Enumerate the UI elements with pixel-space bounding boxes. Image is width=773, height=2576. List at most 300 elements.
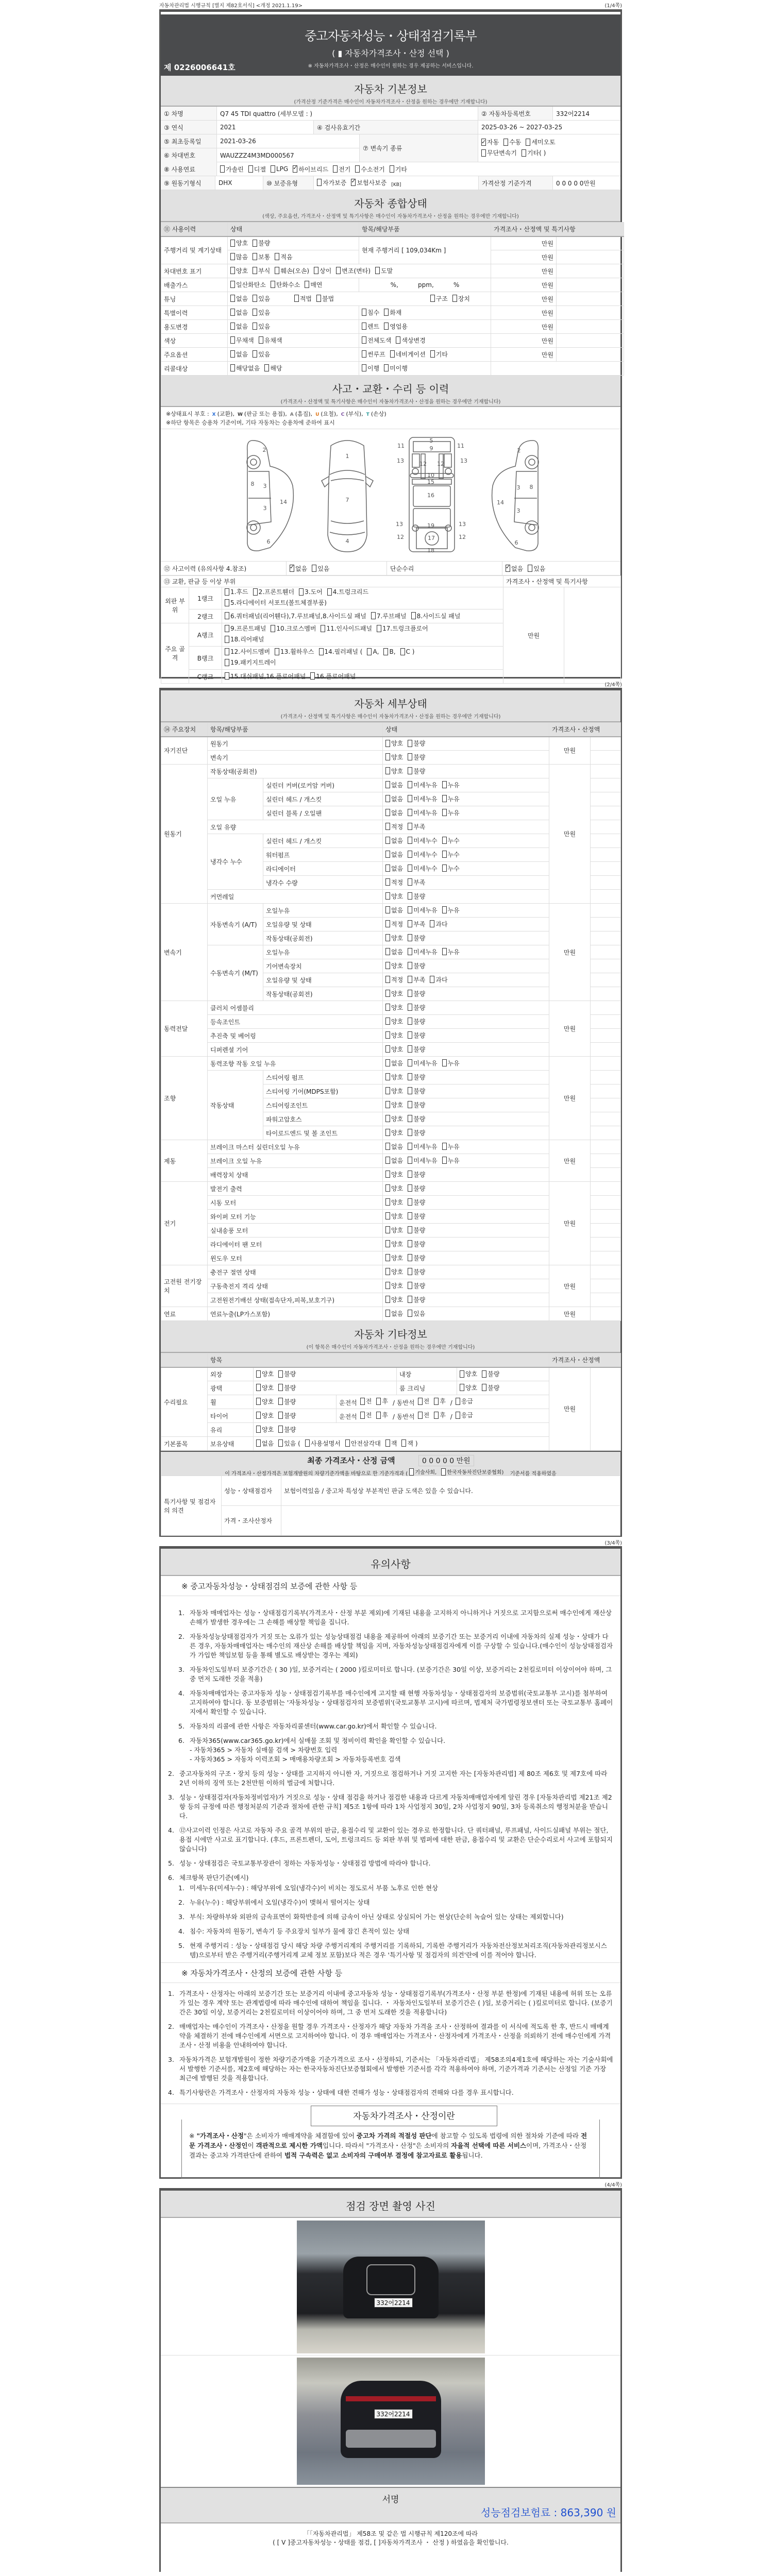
checkbox-icon[interactable]	[253, 267, 257, 274]
checkbox-option[interactable]	[278, 1425, 296, 1434]
checkbox-option[interactable]	[385, 1170, 403, 1179]
price-note[interactable]	[591, 862, 621, 876]
checkbox-option[interactable]	[385, 836, 403, 845]
checkbox-icon[interactable]	[225, 599, 229, 606]
checkbox-option[interactable]	[385, 906, 403, 914]
checkbox-icon[interactable]	[230, 253, 235, 260]
checkbox-icon[interactable]	[430, 295, 435, 302]
checkbox-icon[interactable]	[408, 1129, 412, 1136]
price-note[interactable]	[591, 1210, 621, 1224]
checkbox-option[interactable]	[409, 1468, 436, 1476]
price-note[interactable]	[591, 904, 621, 918]
checkbox-icon[interactable]	[317, 179, 322, 186]
checkbox-icon[interactable]	[385, 1059, 390, 1066]
checkbox-option[interactable]	[271, 280, 300, 289]
checkbox-icon[interactable]	[367, 648, 372, 655]
checkbox-icon[interactable]	[384, 323, 389, 330]
checkbox-option[interactable]	[362, 364, 379, 372]
price-note[interactable]	[591, 1001, 621, 1015]
checkbox-option[interactable]	[408, 850, 437, 859]
checkbox-option[interactable]	[385, 864, 403, 873]
checkbox-icon[interactable]	[319, 648, 324, 655]
checkbox-option[interactable]	[230, 322, 248, 331]
checkbox-icon[interactable]	[408, 892, 412, 900]
checkbox-icon[interactable]	[409, 1468, 414, 1476]
checkbox-option[interactable]	[408, 1267, 425, 1276]
price-note[interactable]	[557, 320, 624, 334]
checkbox-icon[interactable]	[408, 1059, 412, 1066]
checkbox-option[interactable]	[418, 1411, 430, 1419]
checkbox-icon[interactable]	[408, 1282, 412, 1289]
checked-box-icon[interactable]	[481, 139, 486, 146]
checkbox-icon[interactable]	[442, 865, 447, 872]
checkbox-icon[interactable]	[230, 364, 235, 371]
checkbox-icon[interactable]	[385, 1129, 390, 1136]
checkbox-option[interactable]	[385, 808, 403, 817]
checkbox-option[interactable]	[385, 822, 403, 831]
checkbox-option[interactable]	[408, 920, 425, 928]
checkbox-icon[interactable]	[385, 1031, 390, 1039]
checkbox-option[interactable]	[434, 1411, 446, 1419]
price-note[interactable]	[557, 250, 624, 264]
checkbox-icon[interactable]	[408, 1226, 412, 1233]
checkbox-icon[interactable]	[385, 1439, 390, 1447]
checkbox-icon[interactable]	[253, 350, 257, 358]
price-note[interactable]	[564, 587, 621, 684]
checkbox-option[interactable]	[367, 647, 379, 656]
price-note[interactable]	[591, 987, 621, 1001]
checkbox-option[interactable]	[230, 350, 248, 359]
checkbox-icon[interactable]	[256, 1384, 261, 1391]
checkbox-option[interactable]	[385, 1295, 403, 1304]
checkbox-option[interactable]	[396, 336, 425, 345]
checkbox-option[interactable]	[253, 308, 270, 317]
checkbox-option[interactable]	[256, 1425, 274, 1434]
checkbox-icon[interactable]	[355, 165, 360, 173]
checkbox-option[interactable]	[225, 624, 266, 633]
checkbox-option[interactable]	[256, 1369, 274, 1378]
checkbox-icon[interactable]	[408, 976, 412, 983]
price-note[interactable]	[591, 918, 621, 931]
checkbox-icon[interactable]	[385, 1240, 390, 1247]
checkbox-icon[interactable]	[503, 139, 508, 146]
checkbox-option[interactable]	[256, 1397, 274, 1406]
checkbox-option[interactable]	[408, 1128, 425, 1137]
price-note[interactable]	[591, 1071, 621, 1084]
checkbox-option[interactable]	[385, 934, 403, 942]
checkbox-icon[interactable]	[408, 948, 412, 955]
price-note[interactable]	[591, 1265, 621, 1279]
checkbox-icon[interactable]	[253, 323, 257, 330]
checkbox-icon[interactable]	[430, 350, 435, 358]
checkbox-option[interactable]	[333, 165, 350, 174]
price-note[interactable]	[591, 1196, 621, 1210]
checkbox-icon[interactable]	[481, 149, 486, 157]
price-note[interactable]	[591, 1126, 621, 1140]
checkbox-icon[interactable]	[385, 1101, 390, 1108]
checkbox-icon[interactable]	[385, 1212, 390, 1219]
checkbox-option[interactable]	[377, 624, 428, 633]
checkbox-icon[interactable]	[408, 1115, 412, 1122]
checked-box-icon[interactable]	[293, 165, 297, 173]
price-note[interactable]	[591, 931, 621, 945]
checkbox-option[interactable]	[327, 587, 368, 597]
checkbox-option[interactable]	[355, 165, 384, 174]
checkbox-icon[interactable]	[375, 267, 380, 274]
checkbox-option[interactable]	[312, 564, 329, 573]
checkbox-option[interactable]	[299, 587, 323, 597]
checkbox-option[interactable]	[316, 294, 334, 303]
checkbox-option[interactable]	[408, 1184, 425, 1193]
checkbox-option[interactable]	[528, 564, 545, 573]
checkbox-option[interactable]	[385, 961, 403, 970]
price-note[interactable]	[591, 765, 621, 778]
price-note[interactable]	[591, 820, 621, 834]
price-note[interactable]	[557, 306, 624, 320]
checkbox-option[interactable]	[385, 892, 403, 901]
price-note[interactable]	[591, 848, 621, 862]
checkbox-icon[interactable]	[408, 865, 412, 872]
checkbox-icon[interactable]	[225, 672, 229, 680]
checkbox-option[interactable]	[278, 1397, 296, 1406]
checkbox-icon[interactable]	[442, 1157, 447, 1164]
price-note[interactable]	[591, 1251, 621, 1265]
checkbox-option[interactable]	[408, 781, 437, 789]
checkbox-icon[interactable]	[362, 364, 366, 371]
checkbox-icon[interactable]	[418, 1398, 423, 1405]
checkbox-icon[interactable]	[278, 1370, 283, 1378]
checkbox-icon[interactable]	[456, 1398, 460, 1405]
checkbox-icon[interactable]	[385, 781, 390, 788]
checkbox-icon[interactable]	[434, 1398, 439, 1405]
checkbox-icon[interactable]	[383, 648, 388, 655]
checkbox-icon[interactable]	[482, 1384, 486, 1391]
checkbox-icon[interactable]	[362, 350, 366, 358]
checkbox-option[interactable]	[385, 1267, 403, 1276]
checkbox-option[interactable]	[385, 1003, 403, 1012]
checkbox-icon[interactable]	[321, 625, 325, 632]
checkbox-icon[interactable]	[362, 309, 366, 316]
checkbox-icon[interactable]	[385, 1310, 390, 1317]
checkbox-option[interactable]	[385, 947, 403, 956]
checked-box-icon[interactable]	[351, 179, 356, 186]
checkbox-icon[interactable]	[385, 1004, 390, 1011]
checkbox-option[interactable]	[317, 178, 346, 187]
checkbox-option[interactable]	[408, 1059, 437, 1067]
price-note[interactable]	[591, 945, 621, 959]
checkbox-icon[interactable]	[526, 139, 530, 146]
checkbox-icon[interactable]	[408, 1212, 412, 1219]
checkbox-icon[interactable]	[271, 281, 275, 288]
checkbox-icon[interactable]	[225, 659, 229, 666]
checkbox-icon[interactable]	[385, 809, 390, 816]
checkbox-option[interactable]	[408, 975, 425, 984]
checkbox-option[interactable]	[408, 892, 425, 901]
checkbox-option[interactable]	[385, 1281, 403, 1290]
checkbox-option[interactable]	[275, 647, 314, 656]
checkbox-option[interactable]	[390, 350, 426, 359]
checkbox-option[interactable]	[278, 1383, 296, 1392]
checkbox-icon[interactable]	[385, 962, 390, 969]
checkbox-icon[interactable]	[253, 295, 257, 302]
checkbox-option[interactable]	[230, 364, 260, 372]
checkbox-option[interactable]	[442, 1142, 460, 1151]
checkbox-icon[interactable]	[442, 837, 447, 844]
checkbox-icon[interactable]	[278, 1398, 283, 1405]
checkbox-option[interactable]	[430, 975, 447, 984]
checkbox-icon[interactable]	[256, 1412, 261, 1419]
price-note[interactable]	[557, 292, 624, 306]
checkbox-option[interactable]	[385, 1309, 403, 1318]
checkbox-option[interactable]	[253, 587, 294, 597]
checkbox-option[interactable]	[430, 920, 447, 928]
checkbox-option[interactable]	[385, 1198, 403, 1207]
checkbox-icon[interactable]	[408, 962, 412, 969]
checkbox-option[interactable]	[248, 165, 266, 174]
checkbox-option[interactable]	[401, 1439, 417, 1448]
checkbox-icon[interactable]	[408, 1045, 412, 1053]
checkbox-option[interactable]	[253, 252, 270, 261]
checkbox-option[interactable]	[385, 1128, 403, 1137]
checkbox-icon[interactable]	[305, 281, 309, 288]
checkbox-option[interactable]	[408, 1142, 437, 1151]
price-note[interactable]	[591, 751, 621, 765]
checkbox-icon[interactable]	[230, 295, 235, 302]
checkbox-option[interactable]	[385, 781, 403, 789]
checkbox-option[interactable]	[385, 1045, 403, 1054]
checkbox-icon[interactable]	[408, 1004, 412, 1011]
checkbox-option[interactable]	[385, 767, 403, 775]
checkbox-icon[interactable]	[430, 976, 434, 983]
checkbox-icon[interactable]	[408, 795, 412, 802]
checkbox-option[interactable]	[256, 1411, 274, 1420]
checkbox-icon[interactable]	[408, 1296, 412, 1303]
checkbox-icon[interactable]	[408, 906, 412, 913]
price-note[interactable]	[591, 1057, 621, 1071]
price-note[interactable]	[557, 264, 624, 278]
checkbox-icon[interactable]	[452, 295, 457, 302]
checkbox-option[interactable]	[408, 989, 425, 998]
checkbox-icon[interactable]	[460, 1384, 464, 1391]
price-note[interactable]	[591, 1015, 621, 1029]
checkbox-option[interactable]	[385, 1059, 403, 1067]
checkbox-icon[interactable]	[360, 1412, 365, 1419]
checkbox-option[interactable]	[385, 920, 403, 928]
checkbox-icon[interactable]	[333, 165, 338, 173]
checkbox-option[interactable]	[230, 294, 248, 303]
checkbox-option[interactable]	[225, 672, 306, 681]
checkbox-option[interactable]	[385, 1017, 403, 1026]
checkbox-option[interactable]	[385, 1142, 403, 1151]
checkbox-option[interactable]	[456, 1397, 473, 1405]
checkbox-option[interactable]	[408, 753, 425, 761]
checkbox-icon[interactable]	[408, 1184, 412, 1192]
checkbox-icon[interactable]	[408, 1087, 412, 1094]
checkbox-icon[interactable]	[275, 253, 279, 260]
price-note[interactable]	[591, 890, 621, 904]
price-note[interactable]	[591, 973, 621, 987]
checkbox-icon[interactable]	[408, 1031, 412, 1039]
checkbox-icon[interactable]	[377, 625, 381, 632]
price-note[interactable]	[591, 737, 621, 751]
checkbox-icon[interactable]	[253, 588, 258, 596]
checkbox-option[interactable]	[430, 350, 448, 359]
checkbox-icon[interactable]	[275, 267, 279, 274]
checkbox-icon[interactable]	[225, 648, 229, 655]
checkbox-icon[interactable]	[256, 1439, 261, 1447]
checkbox-icon[interactable]	[220, 165, 225, 173]
checkbox-icon[interactable]	[385, 767, 390, 774]
checkbox-icon[interactable]	[408, 1073, 412, 1080]
checkbox-icon[interactable]	[230, 240, 235, 247]
checkbox-icon[interactable]	[314, 267, 318, 274]
checkbox-option[interactable]	[385, 1073, 403, 1081]
checkbox-option[interactable]	[408, 1100, 425, 1109]
price-note[interactable]	[591, 1043, 621, 1057]
checkbox-icon[interactable]	[385, 1018, 390, 1025]
checkbox-icon[interactable]	[271, 165, 275, 173]
checkbox-icon[interactable]	[248, 165, 253, 173]
checkbox-option[interactable]	[371, 612, 407, 620]
checkbox-option[interactable]	[385, 1100, 403, 1109]
checkbox-icon[interactable]	[442, 851, 447, 858]
checkbox-icon[interactable]	[442, 1059, 447, 1066]
price-note[interactable]	[591, 1367, 621, 1451]
checkbox-option[interactable]	[293, 165, 328, 174]
checkbox-option[interactable]	[482, 1369, 499, 1378]
checkbox-icon[interactable]	[385, 865, 390, 872]
checkbox-option[interactable]	[376, 1411, 388, 1419]
checkbox-option[interactable]	[408, 1114, 425, 1123]
checkbox-icon[interactable]	[408, 1268, 412, 1275]
checkbox-icon[interactable]	[225, 612, 229, 619]
checkbox-icon[interactable]	[408, 851, 412, 858]
checkbox-option[interactable]	[400, 647, 415, 656]
checkbox-option[interactable]	[442, 836, 460, 845]
checkbox-option[interactable]	[408, 1198, 425, 1207]
checkbox-option[interactable]	[503, 138, 521, 147]
checkbox-option[interactable]	[253, 322, 270, 331]
checkbox-icon[interactable]	[408, 1101, 412, 1108]
checkbox-icon[interactable]	[408, 1198, 412, 1206]
checkbox-icon[interactable]	[442, 809, 447, 816]
checkbox-icon[interactable]	[385, 948, 390, 955]
checkbox-option[interactable]	[418, 1397, 430, 1405]
checkbox-icon[interactable]	[275, 648, 279, 655]
checkbox-option[interactable]	[225, 612, 366, 620]
checkbox-icon[interactable]	[385, 1226, 390, 1233]
checkbox-icon[interactable]	[385, 1143, 390, 1150]
checkbox-option[interactable]	[264, 364, 282, 372]
price-note[interactable]	[591, 1168, 621, 1182]
price-note[interactable]	[591, 1029, 621, 1043]
checkbox-option[interactable]	[408, 1017, 425, 1026]
checkbox-option[interactable]	[225, 587, 248, 597]
checkbox-option[interactable]	[230, 266, 248, 275]
checkbox-icon[interactable]	[362, 323, 366, 330]
checkbox-icon[interactable]	[253, 240, 257, 247]
price-note[interactable]	[557, 236, 624, 250]
checkbox-option[interactable]	[390, 165, 407, 174]
checkbox-option[interactable]	[271, 624, 316, 633]
checkbox-option[interactable]	[442, 1156, 460, 1165]
checkbox-option[interactable]	[442, 947, 460, 956]
checkbox-option[interactable]	[411, 612, 461, 620]
checkbox-option[interactable]	[385, 1240, 403, 1248]
checkbox-option[interactable]	[522, 148, 546, 158]
checkbox-option[interactable]	[456, 1411, 473, 1419]
checkbox-option[interactable]	[375, 266, 393, 275]
checkbox-icon[interactable]	[385, 1282, 390, 1289]
checkbox-icon[interactable]	[411, 612, 416, 619]
checkbox-icon[interactable]	[385, 1171, 390, 1178]
checkbox-option[interactable]	[506, 564, 523, 573]
checkbox-option[interactable]	[383, 647, 395, 656]
checkbox-icon[interactable]	[253, 309, 257, 316]
checkbox-option[interactable]	[275, 266, 309, 275]
checkbox-option[interactable]	[230, 239, 248, 247]
checkbox-icon[interactable]	[385, 906, 390, 913]
checkbox-option[interactable]	[362, 322, 379, 331]
checkbox-option[interactable]	[271, 165, 288, 173]
checkbox-option[interactable]	[275, 252, 292, 261]
checkbox-icon[interactable]	[310, 672, 315, 680]
checkbox-icon[interactable]	[385, 892, 390, 900]
checkbox-icon[interactable]	[385, 1115, 390, 1122]
checkbox-option[interactable]	[408, 808, 437, 817]
checkbox-icon[interactable]	[256, 1370, 261, 1378]
checkbox-icon[interactable]	[408, 1143, 412, 1150]
checkbox-icon[interactable]	[385, 1268, 390, 1275]
checkbox-option[interactable]	[278, 1439, 300, 1448]
checkbox-icon[interactable]	[408, 837, 412, 844]
checkbox-option[interactable]	[408, 878, 425, 887]
checkbox-option[interactable]	[259, 336, 282, 345]
checkbox-icon[interactable]	[418, 1412, 423, 1419]
checkbox-icon[interactable]	[385, 1073, 390, 1080]
checkbox-option[interactable]	[385, 1114, 403, 1123]
price-note[interactable]	[591, 1182, 621, 1196]
checkbox-icon[interactable]	[230, 350, 235, 358]
checkbox-icon[interactable]	[408, 1157, 412, 1164]
price-note[interactable]	[591, 876, 621, 890]
checkbox-icon[interactable]	[408, 809, 412, 816]
checkbox-icon[interactable]	[396, 336, 400, 344]
checkbox-icon[interactable]	[362, 336, 366, 344]
checkbox-icon[interactable]	[522, 149, 526, 157]
checkbox-option[interactable]	[434, 1397, 446, 1405]
checkbox-option[interactable]	[481, 148, 517, 158]
checkbox-icon[interactable]	[385, 1184, 390, 1192]
checkbox-option[interactable]	[385, 1212, 403, 1221]
price-note[interactable]	[591, 1112, 621, 1126]
checkbox-option[interactable]	[482, 1383, 499, 1392]
checkbox-option[interactable]	[408, 1309, 425, 1318]
checkbox-option[interactable]	[360, 1397, 372, 1405]
checkbox-icon[interactable]	[385, 934, 390, 941]
checkbox-icon[interactable]	[376, 1398, 381, 1405]
checkbox-option[interactable]	[408, 739, 425, 748]
checkbox-icon[interactable]	[482, 1370, 486, 1378]
checkbox-option[interactable]	[452, 294, 470, 303]
checkbox-option[interactable]	[305, 280, 322, 289]
checkbox-option[interactable]	[408, 1170, 425, 1179]
checkbox-option[interactable]	[253, 350, 270, 359]
checkbox-option[interactable]	[408, 767, 425, 775]
price-note[interactable]	[591, 834, 621, 848]
checkbox-icon[interactable]	[264, 364, 269, 371]
price-note[interactable]	[591, 1084, 621, 1098]
